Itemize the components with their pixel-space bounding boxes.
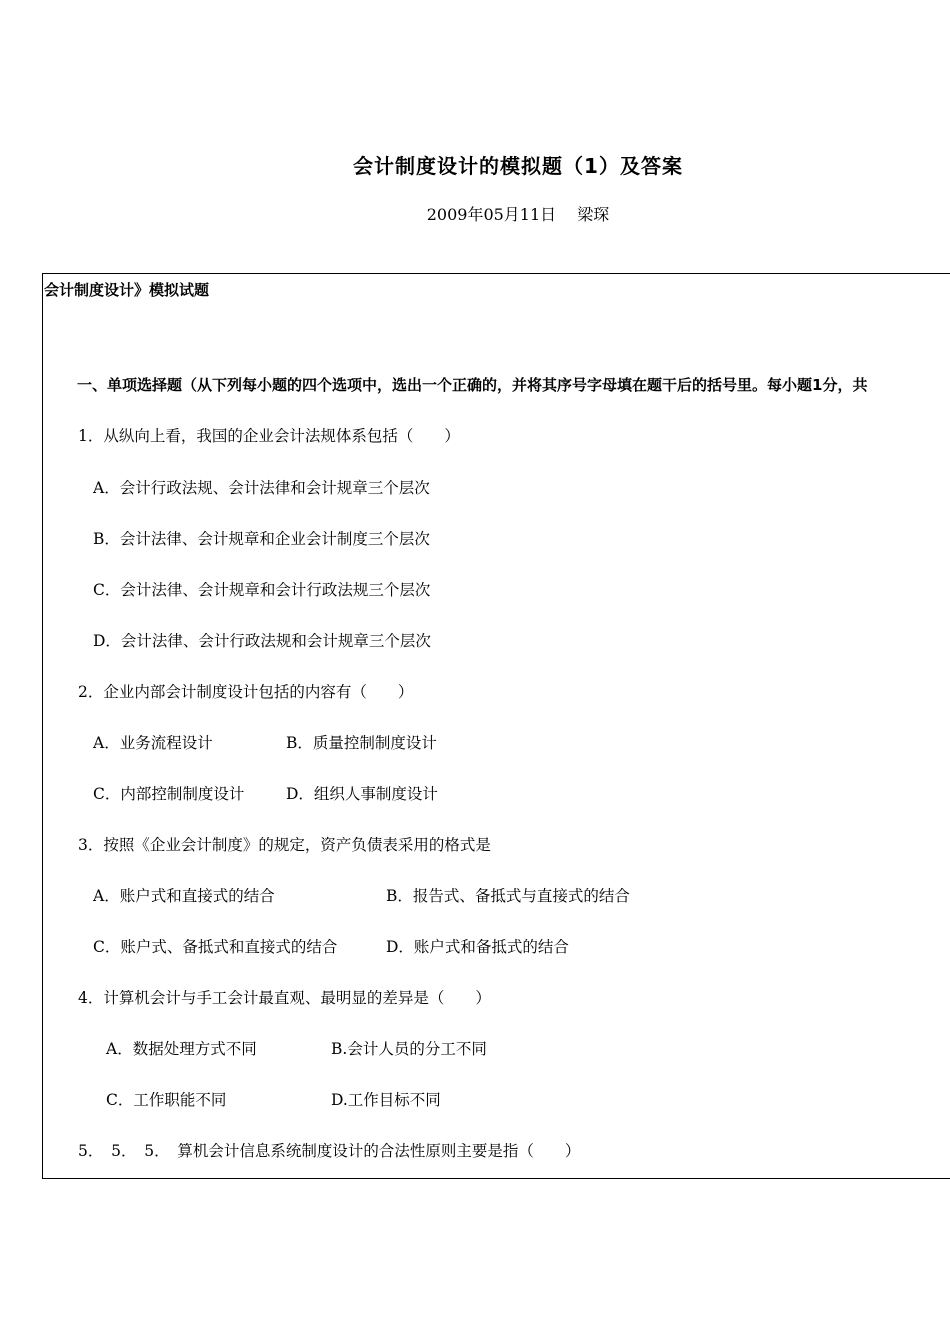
q2-option-a: A．业务流程设计 xyxy=(93,734,213,752)
document-meta xyxy=(0,202,950,225)
question-2: 2．企业内部会计制度设计包括的内容有（ ） xyxy=(78,683,414,701)
question-5: 5． 5． 5． 算机会计信息系统制度设计的合法性原则主要是指（ ） xyxy=(78,1142,581,1160)
q3-option-a: A．账户式和直接式的结合 xyxy=(93,887,275,905)
question-3: 3．按照《企业会计制度》的规定，资产负债表采用的格式是 xyxy=(78,836,491,854)
q3-option-b: B．报告式、备抵式与直接式的结合 xyxy=(386,887,630,905)
q3-option-c: C．账户式、备抵式和直接式的结合 xyxy=(93,938,338,956)
q3-option-d: D．账户式和备抵式的结合 xyxy=(386,938,569,956)
q1-option-a: A．会计行政法规、会计法律和会计规章三个层次 xyxy=(93,479,430,497)
q1-option-d: D．会计法律、会计行政法规和会计规章三个层次 xyxy=(93,632,431,650)
exam-box xyxy=(42,273,950,1179)
document-date: 2009年05月11日 xyxy=(426,205,557,224)
q4-option-d: D.工作目标不同 xyxy=(331,1091,441,1109)
q4-option-b: B.会计人员的分工不同 xyxy=(331,1040,487,1058)
question-1: 1．从纵向上看，我国的企业会计法规体系包括（ ） xyxy=(78,427,460,445)
question-4: 4．计算机会计与手工会计最直观、最明显的差异是（ ） xyxy=(78,989,491,1007)
q2-option-b: B．质量控制制度设计 xyxy=(286,734,437,752)
q2-option-d: D．组织人事制度设计 xyxy=(286,785,438,803)
q2-option-c: C．内部控制制度设计 xyxy=(93,785,245,803)
q4-option-c: C．工作职能不同 xyxy=(106,1091,227,1109)
document-author: 梁琛 xyxy=(577,205,610,224)
q1-option-c: C．会计法律、会计规章和会计行政法规三个层次 xyxy=(93,581,431,599)
section-heading: 一、单项选择题（从下列每小题的四个选项中，选出一个正确的，并将其序号字母填在题干后的括号里。每小题1分，共 xyxy=(77,376,868,394)
q4-option-a: A．数据处理方式不同 xyxy=(106,1040,257,1058)
exam-heading: 会计制度设计》模拟试题 xyxy=(44,281,210,299)
document-title: 会计制度设计的模拟题（1）及答案 xyxy=(353,154,683,178)
q1-option-b: B．会计法律、会计规章和企业会计制度三个层次 xyxy=(93,530,430,548)
